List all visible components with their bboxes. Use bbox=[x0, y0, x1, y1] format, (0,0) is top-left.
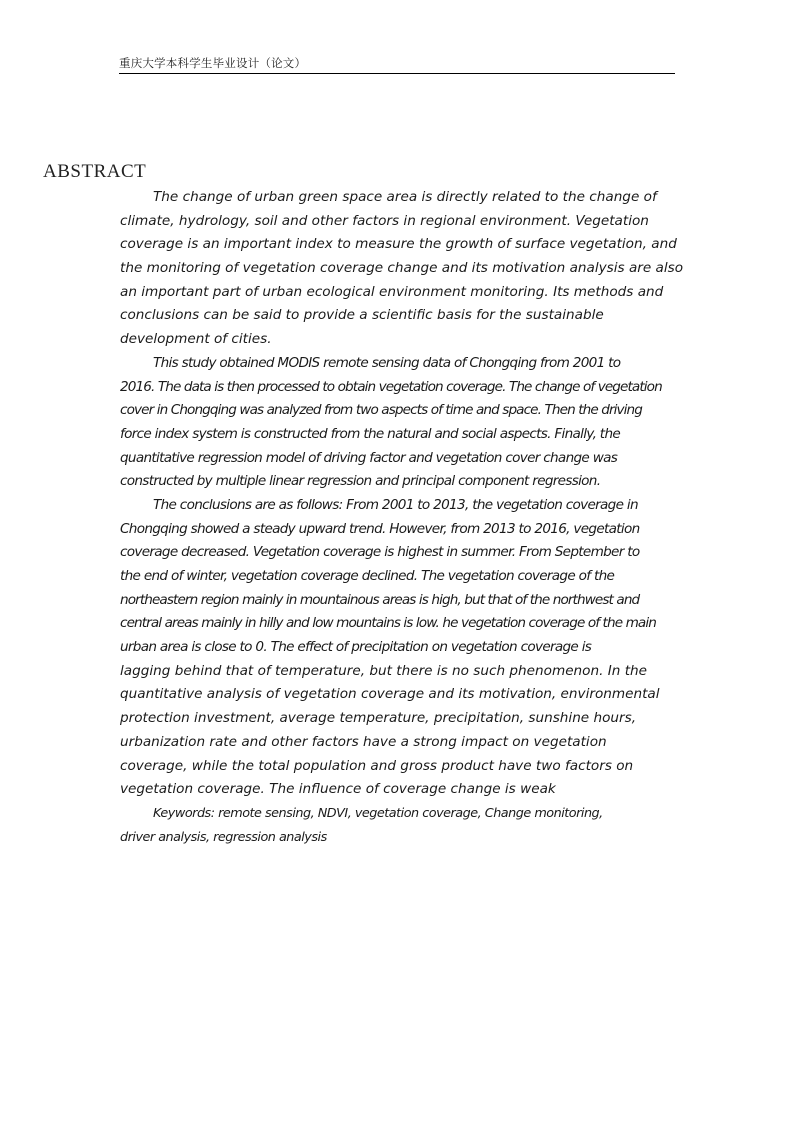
abstract-line: coverage is an important index to measure the growth of surface vegetation, and bbox=[120, 236, 677, 253]
header-title: 重庆大学本科学生毕业设计（论文） bbox=[119, 56, 307, 70]
abstract-line: vegetation coverage. The influence of coverage change is weak bbox=[120, 781, 556, 798]
abstract-line: quantitative regression model of driving factor and vegetation cover change was bbox=[120, 449, 618, 466]
abstract-line: conclusions can be said to provide a scientific basis for the sustainable bbox=[120, 307, 604, 324]
abstract-line: force index system is constructed from the natural and social aspects. Finally, the bbox=[120, 425, 621, 442]
abstract-line: The change of urban green space area is directly related to the change of bbox=[153, 189, 657, 205]
abstract-line: climate, hydrology, soil and other factors in regional environment. Vegetation bbox=[120, 212, 649, 229]
abstract-line: protection investment, average temperature, precipitation, sunshine hours, bbox=[120, 710, 637, 727]
keywords-line: driver analysis, regression analysis bbox=[120, 829, 327, 845]
abstract-line: northeastern region mainly in mountainous areas is high, but that of the northwest and bbox=[120, 591, 640, 608]
abstract-line: coverage decreased. Vegetation coverage is highest in summer. From September to bbox=[120, 544, 640, 561]
abstract-line: an important part of urban ecological environment monitoring. Its methods and bbox=[120, 283, 664, 300]
abstract-body bbox=[120, 186, 684, 849]
abstract-line: The conclusions are as follows: From 2001 to 2013, the vegetation coverage in bbox=[153, 496, 638, 513]
abstract-line: lagging behind that of temperature, but there is no such phenomenon. In the bbox=[120, 662, 648, 679]
abstract-line: coverage, while the total population and gross product have two factors on bbox=[120, 757, 634, 774]
page-header bbox=[119, 56, 675, 74]
abstract-line: quantitative analysis of vegetation coverage and its motivation, environmental bbox=[120, 686, 660, 703]
abstract-line: This study obtained MODIS remote sensing data of Chongqing from 2001 to bbox=[153, 354, 621, 371]
abstract-line: constructed by multiple linear regression and principal component regression. bbox=[120, 473, 601, 490]
abstract-line: the end of winter, vegetation coverage declined. The vegetation coverage of the bbox=[120, 568, 615, 584]
abstract-line: 2016. The data is then processed to obtain vegetation coverage. The change of vegetation bbox=[120, 378, 662, 395]
abstract-line: urban area is close to 0. The effect of precipitation on vegetation coverage is bbox=[120, 639, 592, 656]
abstract-line: development of cities. bbox=[120, 331, 272, 348]
abstract-line: Chongqing showed a steady upward trend. However, from 2013 to 2016, vegetation bbox=[120, 520, 640, 537]
keywords-line: Keywords: remote sensing, NDVI, vegetation coverage, Change monitoring, bbox=[153, 805, 603, 821]
abstract-heading: ABSTRACT bbox=[43, 161, 147, 182]
abstract-line: the monitoring of vegetation coverage change and its motivation analysis are also bbox=[120, 260, 684, 277]
abstract-line: cover in Chongqing was analyzed from two aspects of time and space. Then the driving bbox=[120, 402, 642, 419]
abstract-line: central areas mainly in hilly and low mountains is low. he vegetation coverage of the main bbox=[120, 615, 656, 632]
abstract-line: urbanization rate and other factors have a strong impact on vegetation bbox=[120, 733, 607, 750]
